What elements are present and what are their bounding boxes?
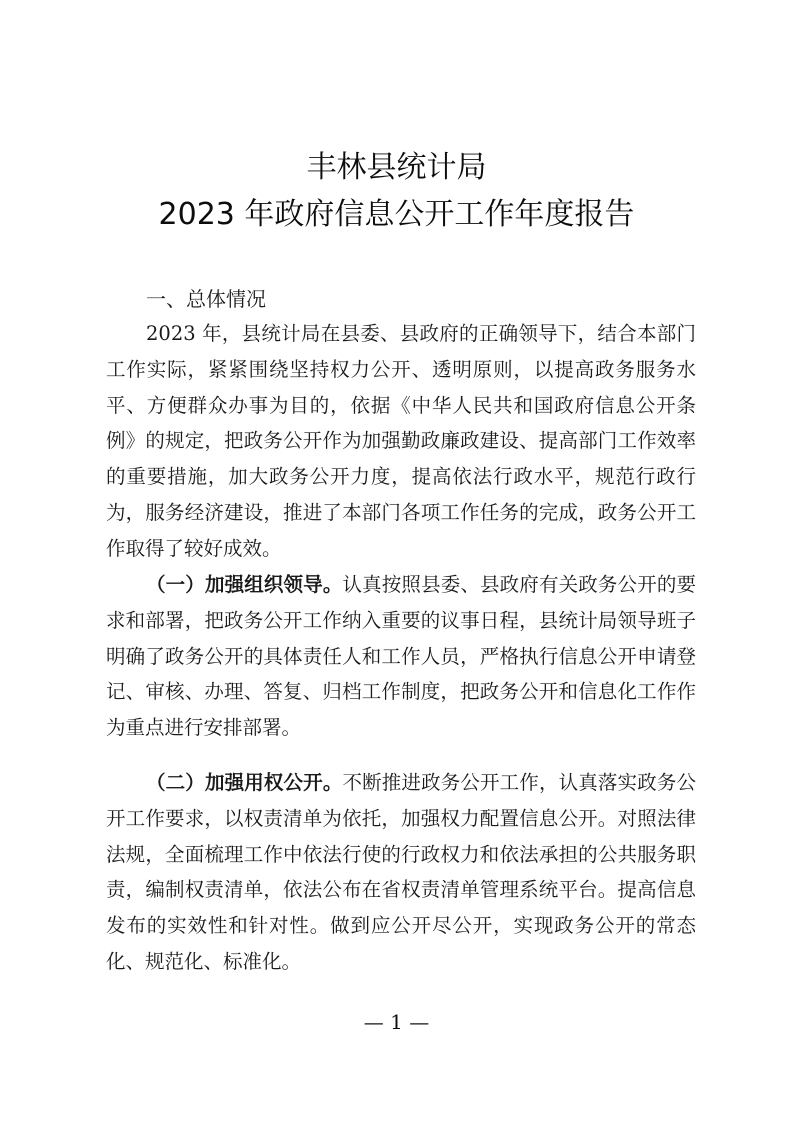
- document-title-line2: 2023 年政府信息公开工作年度报告: [158, 197, 635, 232]
- paragraph-power-disclosure: [106, 765, 696, 980]
- paragraph-organization: [106, 567, 696, 746]
- section-heading-overview: 一、总体情况: [146, 287, 266, 311]
- paragraph-power-disclosure-body: 不断推进政务公开工作，认真落实政务公开工作要求，以权责清单为依托，加强权力配置信息公开。对照法律法规，全面梳理工作中依法行使的行政权力和依法承担的公共服务职责，编制权责清单，依法公布在省权责清单管理系统平台。提高信息发布的实效性和针对性。做到应公开尽公开，实现政务公开的常态化、规范化、标准化。: [106, 771, 696, 973]
- page-number: — 1 —: [363, 1010, 430, 1034]
- paragraph-overview: 2023 年，县统计局在县委、县政府的正确领导下，结合本部门工作实际，紧紧围绕坚持权力公开、透明原则，以提高政务服务水平、方便群众办事为目的，依据《中华人民共和国政府信息公开条例》的规定，把政务公开作为加强勤政廉政建设、提高部门工作效率的重要措施，加大政务公开力度，提高依法行政水平，规范行政行为，服务经济建设，推进了本部门各项工作任务的完成，政务公开工作取得了较好成效。: [106, 322, 696, 560]
- document-title-line1: 丰林县统计局: [306, 150, 487, 185]
- paragraph-organization-heading: （一）加强组织领导。: [146, 573, 343, 596]
- paragraph-power-disclosure-heading: （二）加强用权公开。: [146, 771, 343, 794]
- paragraph-organization-body: 认真按照县委、县政府有关政务公开的要求和部署，把政务公开工作纳入重要的议事日程，县统计局领导班子明确了政务公开的具体责任人和工作人员，严格执行信息公开申请登记、审核、办理、答复、归档工作制度，把政务公开和信息化工作作为重点进行安排部署。: [106, 573, 696, 740]
